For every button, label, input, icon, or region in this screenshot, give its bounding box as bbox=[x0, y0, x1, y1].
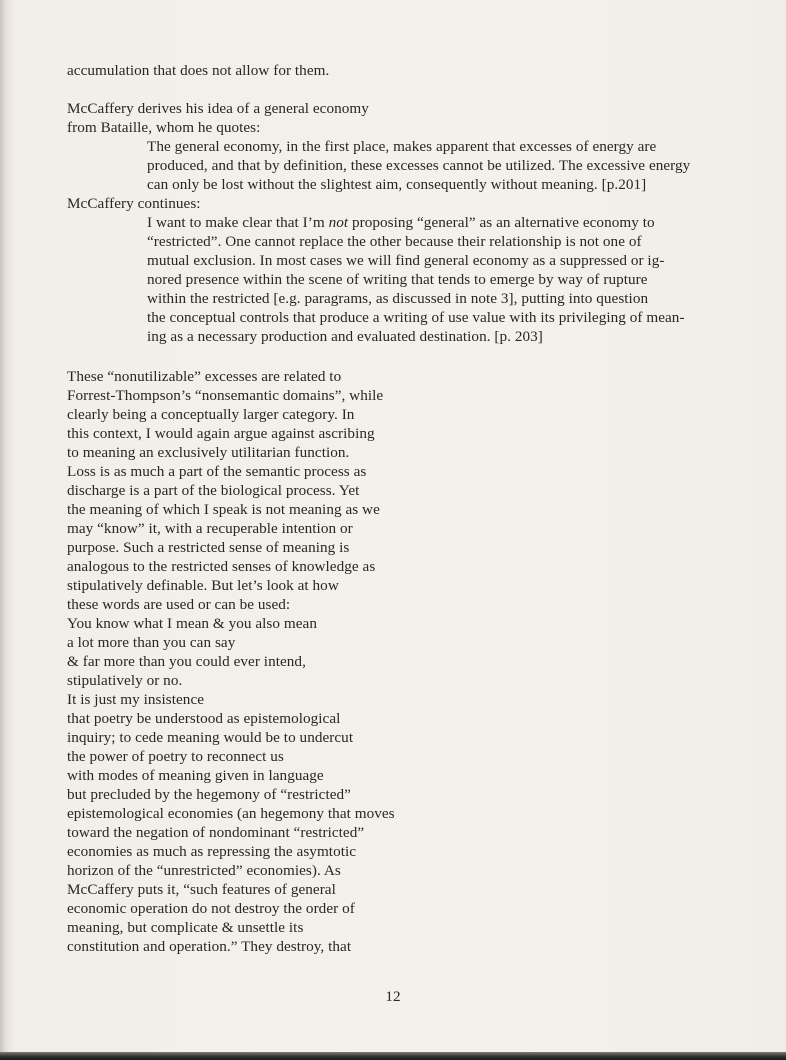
quote-line: mutual exclusion. In most cases we will find general economy as a suppressed or ig- bbox=[147, 252, 665, 269]
text-line: constitution and operation.” They destroy, that bbox=[67, 938, 352, 955]
text-line: McCaffery derives his idea of a general economy bbox=[67, 100, 369, 117]
text-line: toward the negation of nondominant “restricted” bbox=[67, 824, 365, 841]
text-line: these words are used or can be used: bbox=[67, 596, 291, 613]
text-line: economies as much as repressing the asymtotic bbox=[67, 843, 357, 860]
quote-line: ing as a necessary production and evaluated destination. [p. 203] bbox=[147, 328, 543, 345]
text-line: to meaning an exclusively utilitarian function. bbox=[67, 444, 350, 461]
text-line: accumulation that does not allow for them. bbox=[67, 62, 330, 79]
quote-line: within the restricted [e.g. paragrams, as discussed in note 3], putting into question bbox=[147, 290, 649, 307]
text-line: meaning, but complicate & unsettle its bbox=[67, 919, 304, 936]
text-line: that poetry be understood as epistemological bbox=[67, 710, 341, 727]
text-line: Forrest-Thompson’s “nonsemantic domains”, while bbox=[67, 387, 384, 404]
text-line: may “know” it, with a recuperable intention or bbox=[67, 520, 353, 537]
text-line: horizon of the “unrestricted” economies). As bbox=[67, 862, 341, 879]
text-line: discharge is a part of the biological process. Yet bbox=[67, 482, 360, 499]
page-number: 12 bbox=[385, 988, 401, 1005]
page-edge-shadow bbox=[0, 1052, 786, 1060]
text-line: a lot more than you can say bbox=[67, 634, 236, 651]
text-line: epistemological economies (an hegemony that moves bbox=[67, 805, 395, 822]
text-line: with modes of meaning given in language bbox=[67, 767, 324, 784]
text-line: McCaffery continues: bbox=[67, 195, 201, 212]
text-line: this context, I would again argue against ascribing bbox=[67, 425, 375, 442]
text-line: It is just my insistence bbox=[67, 691, 205, 708]
quote-line: The general economy, in the first place, makes apparent that excesses of energy are bbox=[147, 138, 657, 155]
quote-text: I want to make clear that I’m bbox=[147, 214, 329, 231]
text-line: stipulatively definable. But let’s look at how bbox=[67, 577, 339, 594]
quote-line: the conceptual controls that produce a writing of use value with its privileging of mean- bbox=[147, 309, 685, 326]
text-line: purpose. Such a restricted sense of meaning is bbox=[67, 539, 350, 556]
text-line: economic operation do not destroy the order of bbox=[67, 900, 355, 917]
quote-line bbox=[147, 213, 655, 232]
text-line: clearly being a conceptually larger category. In bbox=[67, 406, 355, 423]
text-line: the meaning of which I speak is not meaning as we bbox=[67, 501, 380, 518]
text-line: analogous to the restricted senses of knowledge as bbox=[67, 558, 376, 575]
text-line: McCaffery puts it, “such features of general bbox=[67, 881, 336, 898]
text-line: the power of poetry to reconnect us bbox=[67, 748, 284, 765]
text-line: Loss is as much a part of the semantic process as bbox=[67, 463, 367, 480]
quote-text: proposing “general” as an alternative economy to bbox=[348, 214, 655, 231]
text-line: stipulatively or no. bbox=[67, 672, 183, 689]
text-line: You know what I mean & you also mean bbox=[67, 615, 317, 632]
text-line: inquiry; to cede meaning would be to undercut bbox=[67, 729, 354, 746]
text-line: but precluded by the hegemony of “restricted” bbox=[67, 786, 351, 803]
text-line: These “nonutilizable” excesses are related to bbox=[67, 368, 342, 385]
quote-line: produced, and that by definition, these excesses cannot be utilized. The excessive energy bbox=[147, 157, 691, 174]
text-line: from Bataille, whom he quotes: bbox=[67, 119, 261, 136]
quote-line: nored presence within the scene of writing that tends to emerge by way of rupture bbox=[147, 271, 648, 288]
quote-line: can only be lost without the slightest aim, consequently without meaning. [p.201] bbox=[147, 176, 647, 193]
quote-line: “restricted”. One cannot replace the other because their relationship is not one of bbox=[147, 233, 642, 250]
text-line: & far more than you could ever intend, bbox=[67, 653, 306, 670]
emphasis-text: not bbox=[328, 214, 349, 231]
